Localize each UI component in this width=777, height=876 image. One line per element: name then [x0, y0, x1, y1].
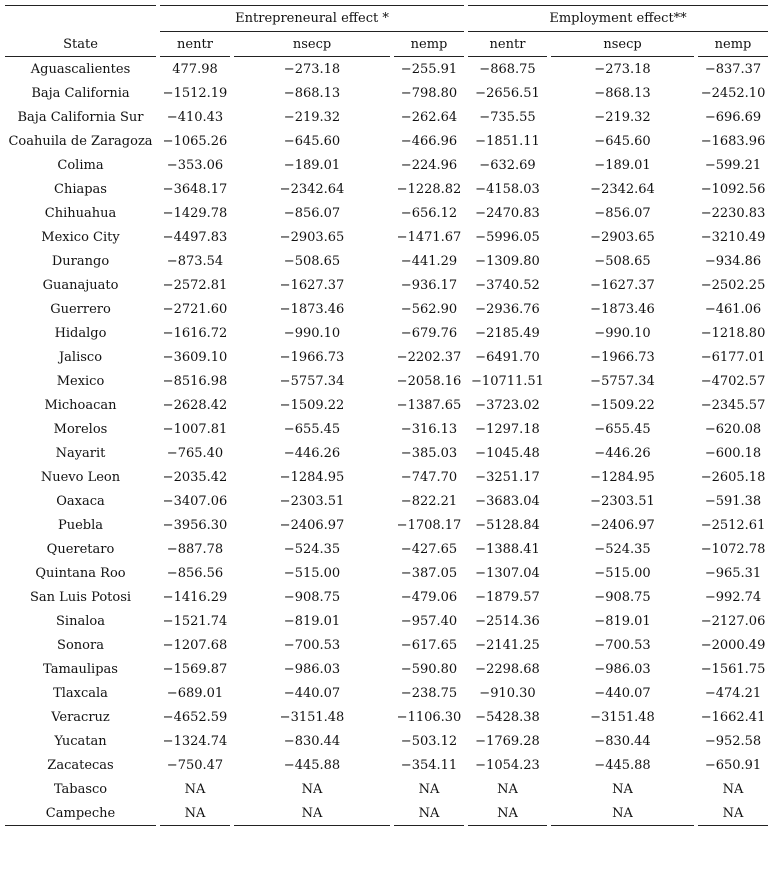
nsecp-cell: −2903.65 [590, 229, 655, 245]
nentr-cell: −1569.87 [162, 661, 228, 677]
nsecp-cell: NA [612, 781, 633, 797]
table-row [5, 465, 768, 489]
nentr-cell: −3956.30 [162, 517, 228, 533]
nsecp-cell: −819.01 [283, 613, 341, 629]
nemp-cell: −2512.61 [700, 517, 766, 533]
table-row [5, 657, 768, 681]
nemp-cell: −2202.37 [396, 349, 462, 365]
nentr-cell: −5428.38 [475, 709, 540, 725]
nsecp-cell: −645.60 [283, 133, 341, 149]
nsecp-cell: −3151.48 [279, 709, 345, 725]
nemp-cell: −798.80 [400, 85, 458, 101]
nemp-cell: −2000.49 [700, 637, 766, 653]
nemp-cell: −2605.18 [700, 469, 766, 485]
nentr-cell: −2298.68 [475, 661, 540, 677]
nsecp-cell: −440.07 [594, 685, 651, 701]
nsecp-cell: −2406.97 [590, 517, 655, 533]
table-row [5, 249, 768, 273]
nemp-cell: NA [418, 781, 440, 797]
nentr-cell: −3683.04 [475, 493, 540, 509]
nemp-cell: −255.91 [400, 61, 458, 77]
nentr-cell: −2628.42 [162, 397, 228, 413]
nentr-cell: −3609.10 [162, 349, 228, 365]
nentr-cell: −632.69 [479, 157, 536, 173]
nsecp-cell: −655.45 [283, 421, 341, 437]
nsecp-cell: −446.26 [594, 445, 651, 461]
table-body [5, 57, 768, 826]
group-header-entrepreneurial: Entrepreneural effect * [160, 5, 464, 32]
nemp-cell: −3210.49 [700, 229, 766, 245]
nsecp-cell: −273.18 [283, 61, 341, 77]
nentr-cell: −750.47 [166, 757, 224, 773]
nentr-cell: 477.98 [172, 61, 218, 77]
nsecp-cell: −856.07 [594, 205, 651, 221]
table-row [5, 297, 768, 321]
nsecp-cell: −700.53 [594, 637, 651, 653]
nemp-cell: −952.58 [704, 733, 762, 749]
nemp-cell: −474.21 [704, 685, 762, 701]
state-cell: Tabasco [53, 781, 108, 797]
table-row [5, 81, 768, 105]
nentr-cell: −2572.81 [162, 277, 228, 293]
nsecp-cell: −986.03 [594, 661, 651, 677]
state-cell: Yucatan [54, 733, 107, 749]
state-cell: Nuevo Leon [40, 469, 121, 485]
nemp-cell: −600.18 [704, 445, 762, 461]
nemp-cell: −837.37 [704, 61, 762, 77]
table-row [5, 609, 768, 633]
state-cell: Mexico City [41, 229, 120, 245]
nemp-cell: −503.12 [400, 733, 458, 749]
state-cell: Tlaxcala [53, 685, 108, 701]
nentr-cell: NA [468, 801, 547, 826]
state-cell: Mexico [56, 373, 105, 389]
nemp-cell: −992.74 [704, 589, 762, 605]
nemp-cell: −679.76 [400, 325, 458, 341]
nsecp-cell: −868.13 [283, 85, 341, 101]
state-cell: Puebla [57, 517, 104, 533]
nsecp-cell: −868.13 [594, 85, 651, 101]
nentr-cell: −1769.28 [475, 733, 540, 749]
state-cell: Campeche [5, 801, 156, 826]
nsecp-cell: −655.45 [594, 421, 651, 437]
nentr-cell: −868.75 [479, 61, 536, 77]
nsecp-cell: −1284.95 [590, 469, 655, 485]
table-row [5, 489, 768, 513]
nsecp-cell: −645.60 [594, 133, 651, 149]
nemp-cell: −650.91 [704, 757, 762, 773]
nentr-cell: −1007.81 [162, 421, 228, 437]
nentr-cell: −3740.52 [475, 277, 540, 293]
nsecp-cell: −1627.37 [279, 277, 345, 293]
nemp-cell: −1708.17 [396, 517, 462, 533]
nentr-cell: −1879.57 [475, 589, 540, 605]
table-row [5, 441, 768, 465]
state-cell: Durango [51, 253, 110, 269]
nemp-cell: −354.11 [400, 757, 458, 773]
state-cell: Michoacan [44, 397, 117, 413]
column-header-nentr: nentr [468, 32, 547, 57]
table-row [5, 225, 768, 249]
nentr-cell: −1297.18 [475, 421, 540, 437]
nemp-cell: −965.31 [704, 565, 762, 581]
nemp-cell: −620.08 [704, 421, 762, 437]
nentr-cell: −2721.60 [162, 301, 228, 317]
nentr-cell: −910.30 [479, 685, 536, 701]
nentr-cell: −3723.02 [475, 397, 540, 413]
nemp-cell: −1387.65 [396, 397, 462, 413]
state-cell: Zacatecas [47, 757, 114, 773]
nsecp-cell: −908.75 [594, 589, 651, 605]
nentr-cell: −1521.74 [162, 613, 228, 629]
nsecp-cell: −908.75 [283, 589, 341, 605]
nsecp-cell: −830.44 [283, 733, 341, 749]
nentr-cell: −1309.80 [475, 253, 540, 269]
nentr-cell: −1388.41 [475, 541, 540, 557]
state-cell: Guerrero [50, 301, 111, 317]
nemp-cell: −461.06 [704, 301, 762, 317]
nentr-cell: −5996.05 [475, 229, 540, 245]
nentr-cell: −2035.42 [162, 469, 228, 485]
nsecp-cell: −524.35 [594, 541, 651, 557]
column-header-row [5, 32, 768, 57]
nemp-cell: −617.65 [400, 637, 458, 653]
nsecp-cell: −189.01 [283, 157, 341, 173]
nsecp-cell: NA [234, 801, 390, 826]
table-row [5, 513, 768, 537]
state-cell: Hidalgo [54, 325, 107, 341]
nentr-cell: −1045.48 [475, 445, 540, 461]
nemp-cell: −1561.75 [700, 661, 766, 677]
state-cell: Jalisco [58, 349, 103, 365]
nsecp-cell: −3151.48 [590, 709, 655, 725]
nsecp-cell: −986.03 [283, 661, 341, 677]
column-header-nemp: nemp [394, 32, 464, 57]
nentr-cell: −873.54 [166, 253, 224, 269]
table-row [5, 273, 768, 297]
nemp-cell: NA [394, 801, 464, 826]
table-row [5, 777, 768, 801]
nsecp-cell: −1509.22 [279, 397, 345, 413]
nsecp-cell: −2303.51 [279, 493, 345, 509]
nentr-cell: −1307.04 [475, 565, 540, 581]
nentr-cell: −353.06 [166, 157, 224, 173]
nemp-cell: −479.06 [400, 589, 458, 605]
nemp-cell: −441.29 [400, 253, 458, 269]
table-row [5, 345, 768, 369]
state-cell: Aguascalientes [30, 61, 131, 77]
nemp-cell: −1072.78 [700, 541, 766, 557]
nsecp-cell: −508.65 [594, 253, 651, 269]
state-cell: Baja California Sur [17, 109, 144, 125]
nsecp-cell: −1966.73 [590, 349, 655, 365]
nentr-cell: −1207.68 [162, 637, 228, 653]
column-header-nentr: nentr [160, 32, 230, 57]
nentr-cell: −2514.36 [475, 613, 540, 629]
state-cell: San Luis Potosi [29, 589, 132, 605]
table-row [5, 153, 768, 177]
group-header-employment: Employment effect** [468, 5, 768, 32]
nentr-cell: −1851.11 [475, 133, 540, 149]
nentr-cell: −3251.17 [475, 469, 540, 485]
state-cell: Tamaulipas [43, 661, 118, 677]
nsecp-cell: NA [551, 801, 694, 826]
nentr-cell: NA [160, 801, 230, 826]
column-header-nsecp: nsecp [234, 32, 390, 57]
nsecp-cell: −1284.95 [279, 469, 345, 485]
nsecp-cell: −5757.34 [279, 373, 345, 389]
nsecp-cell: −1966.73 [279, 349, 345, 365]
nemp-cell: −2058.16 [396, 373, 462, 389]
nemp-cell: −466.96 [400, 133, 458, 149]
nentr-cell: −1054.23 [475, 757, 540, 773]
nemp-cell: −224.96 [400, 157, 458, 173]
nentr-cell: −4158.03 [475, 181, 540, 197]
nsecp-cell: −219.32 [594, 109, 651, 125]
column-header-state: State [5, 32, 156, 57]
nemp-cell: −696.69 [704, 109, 762, 125]
table-row [5, 537, 768, 561]
nentr-cell: −5128.84 [475, 517, 540, 533]
nemp-cell: −2452.10 [700, 85, 766, 101]
group-header-blank [5, 5, 156, 32]
nsecp-cell: −830.44 [594, 733, 651, 749]
state-cell: Baja California [31, 85, 130, 101]
table-row [5, 729, 768, 753]
table-row [5, 681, 768, 705]
nemp-cell: −316.13 [400, 421, 458, 437]
nemp-cell: −656.12 [400, 205, 458, 221]
nsecp-cell: −990.10 [594, 325, 651, 341]
nemp-cell: −957.40 [400, 613, 458, 629]
nemp-cell: −4702.57 [700, 373, 766, 389]
nentr-cell: −10711.51 [471, 373, 544, 389]
state-cell: Sinaloa [56, 613, 105, 629]
results-table [1, 5, 772, 826]
group-header-row [5, 5, 768, 32]
nsecp-cell: −1627.37 [590, 277, 655, 293]
nemp-cell: −387.05 [400, 565, 458, 581]
nsecp-cell: −524.35 [283, 541, 341, 557]
nentr-cell: −887.78 [166, 541, 224, 557]
column-header-nemp: nemp [698, 32, 768, 57]
table-row [5, 201, 768, 225]
nentr-cell: −1512.19 [162, 85, 228, 101]
nsecp-cell: −508.65 [283, 253, 341, 269]
table-row [5, 321, 768, 345]
table-row [5, 705, 768, 729]
nemp-cell: −385.03 [400, 445, 458, 461]
nemp-cell: −822.21 [400, 493, 458, 509]
state-cell: Coahuila de Zaragoza [8, 133, 153, 149]
nsecp-cell: −819.01 [594, 613, 651, 629]
nsecp-cell: −219.32 [283, 109, 341, 125]
nentr-cell: −2185.49 [475, 325, 540, 341]
table-row [5, 561, 768, 585]
nentr-cell: NA [497, 781, 518, 797]
nemp-cell: −599.21 [704, 157, 762, 173]
state-cell: Chihuahua [44, 205, 117, 221]
state-cell: Sonora [57, 637, 104, 653]
nentr-cell: −1429.78 [162, 205, 228, 221]
table-row [5, 633, 768, 657]
table-row [5, 801, 768, 826]
nentr-cell: −4497.83 [162, 229, 228, 245]
table-row [5, 369, 768, 393]
nemp-cell: −590.80 [400, 661, 458, 677]
table-row [5, 57, 768, 81]
state-cell: Queretaro [46, 541, 115, 557]
state-cell: Quintana Roo [35, 565, 126, 581]
nentr-cell: −4652.59 [162, 709, 228, 725]
column-header-nsecp: nsecp [551, 32, 694, 57]
nsecp-cell: −445.88 [594, 757, 651, 773]
nemp-cell: −2502.25 [700, 277, 766, 293]
nsecp-cell: −2342.64 [590, 181, 655, 197]
nemp-cell: −2345.57 [700, 397, 766, 413]
nsecp-cell: −2303.51 [590, 493, 655, 509]
nemp-cell: −1106.30 [396, 709, 462, 725]
table-row [5, 177, 768, 201]
nentr-cell: −3648.17 [162, 181, 228, 197]
nentr-cell: −1616.72 [162, 325, 228, 341]
nemp-cell: −747.70 [400, 469, 458, 485]
nsecp-cell: −2406.97 [279, 517, 345, 533]
nentr-cell: −1416.29 [162, 589, 228, 605]
nsecp-cell: −2342.64 [279, 181, 345, 197]
nemp-cell: −1092.56 [700, 181, 766, 197]
table-row [5, 105, 768, 129]
table-row [5, 753, 768, 777]
nemp-cell: −1683.96 [700, 133, 766, 149]
table-row [5, 393, 768, 417]
state-cell: Colima [57, 157, 104, 173]
nsecp-cell: −1873.46 [279, 301, 345, 317]
nsecp-cell: −1509.22 [590, 397, 655, 413]
nentr-cell: −2656.51 [475, 85, 540, 101]
nemp-cell: −591.38 [704, 493, 762, 509]
state-cell: Chiapas [54, 181, 107, 197]
nentr-cell: −765.40 [166, 445, 224, 461]
state-cell: Morelos [53, 421, 108, 437]
nentr-cell: −2936.76 [475, 301, 540, 317]
nemp-cell: −936.17 [400, 277, 458, 293]
nsecp-cell: −445.88 [283, 757, 341, 773]
nentr-cell: −735.55 [479, 109, 536, 125]
state-cell: Veracruz [51, 709, 110, 725]
state-cell: Oaxaca [56, 493, 105, 509]
state-cell: Nayarit [55, 445, 106, 461]
nemp-cell: −2230.83 [700, 205, 766, 221]
nsecp-cell: −2903.65 [279, 229, 345, 245]
nsecp-cell: −1873.46 [590, 301, 655, 317]
table-row [5, 585, 768, 609]
nsecp-cell: −273.18 [594, 61, 651, 77]
nemp-cell: NA [698, 801, 768, 826]
nemp-cell: −238.75 [400, 685, 458, 701]
nemp-cell: −1218.80 [700, 325, 766, 341]
nemp-cell: −6177.01 [700, 349, 766, 365]
nentr-cell: −8516.98 [162, 373, 228, 389]
state-cell: Guanajuato [42, 277, 119, 293]
nsecp-cell: −440.07 [283, 685, 341, 701]
nentr-cell: −3407.06 [162, 493, 228, 509]
nsecp-cell: −515.00 [594, 565, 651, 581]
nemp-cell: −2127.06 [700, 613, 766, 629]
nentr-cell: −689.01 [166, 685, 224, 701]
nsecp-cell: −990.10 [283, 325, 341, 341]
nentr-cell: NA [184, 781, 206, 797]
nentr-cell: −1324.74 [162, 733, 228, 749]
nsecp-cell: −700.53 [283, 637, 341, 653]
nsecp-cell: −446.26 [283, 445, 341, 461]
nentr-cell: −6491.70 [475, 349, 540, 365]
nsecp-cell: −189.01 [594, 157, 651, 173]
nentr-cell: −410.43 [166, 109, 224, 125]
nemp-cell: −934.86 [704, 253, 762, 269]
nemp-cell: −1662.41 [700, 709, 766, 725]
table-row [5, 417, 768, 441]
nentr-cell: −2470.83 [475, 205, 540, 221]
nsecp-cell: −5757.34 [590, 373, 655, 389]
nemp-cell: −262.64 [400, 109, 458, 125]
table-row [5, 129, 768, 153]
nentr-cell: −856.56 [166, 565, 224, 581]
nsecp-cell: −856.07 [283, 205, 341, 221]
nsecp-cell: −515.00 [283, 565, 341, 581]
nentr-cell: −2141.25 [475, 637, 540, 653]
nemp-cell: −1471.67 [396, 229, 462, 245]
nentr-cell: −1065.26 [162, 133, 228, 149]
nemp-cell: −427.65 [400, 541, 458, 557]
nemp-cell: −1228.82 [396, 181, 462, 197]
nemp-cell: NA [722, 781, 744, 797]
nemp-cell: −562.90 [400, 301, 458, 317]
nsecp-cell: NA [301, 781, 323, 797]
